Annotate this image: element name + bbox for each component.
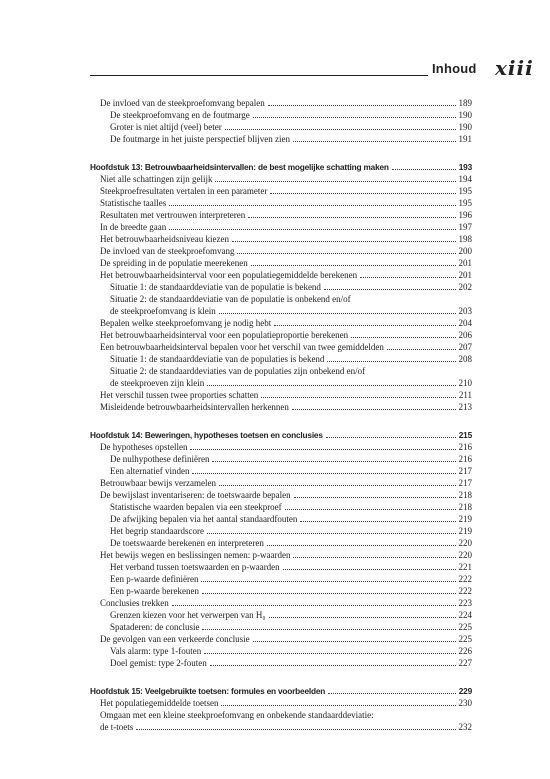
toc-entry-title: Omgaan met een kleine steekproefomvang en onbekende standaarddeviatie: [100, 710, 374, 720]
toc-entry-title: Hoofdstuk 15: Veelgebruikte toetsen: formules en voorbeelden [90, 686, 326, 696]
toc-page-number: 222 [458, 574, 472, 584]
dot-leader [274, 325, 455, 326]
toc-entry-title: In de breedte gaan [100, 222, 167, 232]
toc-section-entry[interactable] [90, 197, 472, 209]
toc-entry-title: Statistische waarden bepalen via een steekproef [110, 502, 282, 512]
dot-leader [248, 217, 455, 218]
toc-subsection-entry[interactable] [90, 353, 472, 365]
toc-page-number: 220 [458, 550, 472, 560]
toc-subsection-entry[interactable] [90, 513, 472, 525]
toc-section-entry[interactable] [90, 709, 472, 721]
toc-page-number: 194 [458, 174, 472, 184]
toc-section-entry[interactable] [90, 477, 472, 489]
toc-entry-title: Situatie 1: de standaarddeviatie van de populaties is bekend [110, 354, 325, 364]
toc-entry-title: Groter is niet altijd (veel) beter [110, 122, 222, 132]
toc-page-number: 191 [458, 134, 472, 144]
toc-subsection-continuation[interactable] [90, 377, 472, 389]
toc-page-number: 227 [458, 658, 472, 668]
toc-section-entry[interactable] [90, 329, 472, 341]
toc-page-number: 190 [458, 122, 472, 132]
toc-section-entry[interactable] [90, 341, 472, 353]
dot-leader [232, 241, 456, 242]
toc-chapter-entry[interactable] [90, 685, 472, 697]
toc-section-entry[interactable] [90, 633, 472, 645]
toc-page-number: 201 [458, 270, 472, 280]
dot-leader [269, 617, 456, 618]
dot-leader [169, 229, 455, 230]
toc-subsection-entry[interactable] [90, 133, 472, 145]
toc-entry-title: Vals alarm: type 1-fouten [110, 646, 202, 656]
toc-subsection-entry[interactable] [90, 501, 472, 513]
toc-entry-title: De foutmarge in het juiste perspectief blijven zien [110, 134, 291, 144]
dot-leader [326, 437, 456, 438]
toc-section-entry[interactable] [90, 549, 472, 561]
toc-page-number: 225 [458, 622, 472, 632]
table-of-contents [90, 97, 472, 733]
toc-entry-title: Situatie 2: de standaarddeviaties van de populaties zijn onbekend en/of [110, 366, 366, 376]
dot-leader [293, 557, 455, 558]
dot-leader [225, 129, 456, 130]
dot-leader [292, 409, 456, 410]
toc-entry-title: De invloed van de steekproefomvang bepalen [100, 98, 265, 108]
toc-entry-title: Betrouwbaar bewijs verzamelen [100, 478, 216, 488]
toc-page-number: 204 [458, 318, 472, 328]
toc-entry-title: de steekproefomvang is klein [110, 306, 216, 316]
dot-leader [190, 449, 455, 450]
dot-leader [207, 533, 456, 534]
dot-leader [237, 253, 455, 254]
dot-leader [327, 361, 455, 362]
dot-leader [261, 397, 456, 398]
toc-chapter-entry[interactable] [90, 429, 472, 441]
toc-page-number: 232 [458, 722, 472, 732]
toc-entry-title: Het verband tussen toetswaarden en p-waarden [110, 562, 280, 572]
toc-subsection-entry[interactable] [90, 293, 472, 305]
toc-subsection-continuation[interactable] [90, 305, 472, 317]
toc-section-entry[interactable] [90, 185, 472, 197]
dot-leader [221, 705, 455, 706]
dot-leader [294, 497, 456, 498]
toc-chapter-entry[interactable] [90, 161, 472, 173]
toc-subsection-entry[interactable] [90, 609, 472, 621]
dot-leader [268, 105, 456, 106]
toc-page-number: 220 [458, 538, 472, 548]
toc-entry-title: Hoofdstuk 14: Beweringen, hypotheses toetsen en conclusies [90, 430, 323, 440]
toc-page-number: 218 [458, 490, 472, 500]
toc-page-number: 206 [458, 330, 472, 340]
toc-page-number: 219 [458, 526, 472, 536]
toc-section-entry[interactable] [90, 97, 472, 109]
toc-section-entry[interactable] [90, 209, 472, 221]
toc-section-entry[interactable] [90, 269, 472, 281]
toc-subsection-entry[interactable] [90, 657, 472, 669]
toc-page-number: 189 [458, 98, 472, 108]
toc-page-number: 202 [458, 282, 472, 292]
toc-page-number: 196 [458, 210, 472, 220]
toc-entry-title: De toetswaarde berekenen en interpreteren [110, 538, 264, 548]
toc-page-number: 195 [458, 198, 472, 208]
toc-entry-title: de steekproeven zijn klein [110, 378, 205, 388]
dot-leader [215, 181, 455, 182]
section-gap [90, 145, 472, 161]
dot-leader [285, 509, 456, 510]
toc-entry-title: Situatie 1: de standaarddeviatie van de populatie is bekend [110, 282, 321, 292]
toc-page-number: 208 [458, 354, 472, 364]
toc-section-entry[interactable] [90, 245, 472, 257]
toc-entry-title: De nulhypothese definiëren [110, 454, 210, 464]
toc-page-number: 216 [458, 442, 472, 452]
toc-entry-title: De afwijking bepalen via het aantal standaardfouten [110, 514, 298, 524]
toc-entry-title: Niet alle schattingen zijn gelijk [100, 174, 213, 184]
toc-page-number: 210 [458, 378, 472, 388]
toc-section-entry[interactable] [90, 173, 472, 185]
toc-page-number: 198 [458, 234, 472, 244]
dot-leader [192, 473, 455, 474]
toc-subsection-entry[interactable] [90, 109, 472, 121]
dot-leader [251, 265, 456, 266]
dot-leader [324, 289, 456, 290]
dot-leader [202, 593, 456, 594]
toc-subsection-entry[interactable] [90, 281, 472, 293]
dot-leader [201, 581, 455, 582]
page-number: xiii [495, 56, 534, 80]
section-gap [90, 669, 472, 685]
toc-entry-title: De gevolgen van een verkeerde conclusie [100, 634, 250, 644]
toc-entry-title: Het populatiegemiddelde toetsen [100, 698, 219, 708]
toc-page-number: 221 [458, 562, 472, 572]
dot-leader [172, 605, 456, 606]
toc-section-entry[interactable] [90, 233, 472, 245]
toc-entry-title: Een betrouwbaarheidsinterval bepalen voor het verschil van twee gemiddelden [100, 342, 384, 352]
toc-subsection-entry[interactable] [90, 453, 472, 465]
toc-page-number: 200 [458, 246, 472, 256]
toc-section-entry[interactable] [90, 441, 472, 453]
toc-entry-title: Doel gemist: type 2-fouten [110, 658, 207, 668]
dot-leader [136, 729, 455, 730]
toc-entry-title: Een alternatief vinden [110, 466, 190, 476]
dot-leader [283, 569, 456, 570]
toc-section-entry[interactable] [90, 697, 472, 709]
toc-entry-title: Conclusies trekken [100, 598, 169, 608]
toc-entry-title: Spataderen: de conclusie [110, 622, 200, 632]
toc-subsection-entry[interactable] [90, 645, 472, 657]
dot-leader [293, 141, 455, 142]
dot-leader [202, 629, 455, 630]
toc-entry-title: Een p-waarde berekenen [110, 586, 199, 596]
toc-entry-title: Situatie 2: de standaarddeviatie van de populatie is onbekend en/of [110, 294, 351, 304]
toc-section-entry[interactable] [90, 401, 472, 413]
toc-entry-title: Het betrouwbaarheidsinterval voor een populatieproportie berekenen [100, 330, 349, 340]
dot-leader [267, 545, 456, 546]
toc-section-entry[interactable] [90, 317, 472, 329]
toc-entry-title: Statistische taalles [100, 198, 167, 208]
toc-entry-title: De invloed van de steekproefomvang [100, 246, 235, 256]
toc-entry-title: Het betrouwbaarheidsinterval voor een populatiegemiddelde berekenen [100, 270, 358, 280]
running-header-title: Inhoud [432, 61, 477, 76]
toc-subsection-entry[interactable] [90, 561, 472, 573]
toc-entry-title: Het begrip standaardscore [110, 526, 204, 536]
toc-page-number: 229 [458, 686, 472, 696]
toc-page-number: 207 [458, 342, 472, 352]
dot-leader [360, 277, 455, 278]
toc-subsection-entry[interactable] [90, 525, 472, 537]
toc-entry-title: Hoofdstuk 13: Betrouwbaarheidsintervallen: de best mogelijke schatting maken [90, 162, 389, 172]
toc-page-number: 195 [458, 186, 472, 196]
toc-entry-title: Een p-waarde definiëren [110, 574, 199, 584]
dot-leader [219, 485, 456, 486]
dot-leader [300, 521, 455, 522]
toc-page-number: 226 [458, 646, 472, 656]
dot-leader [212, 461, 455, 462]
dot-leader [387, 349, 456, 350]
dot-leader [219, 313, 456, 314]
dot-leader [210, 665, 456, 666]
toc-page-number: 201 [458, 258, 472, 268]
toc-page-number: 217 [458, 466, 472, 476]
dot-leader [253, 641, 456, 642]
toc-page-number: 219 [458, 514, 472, 524]
dot-leader [270, 193, 455, 194]
toc-page-number: 225 [458, 634, 472, 644]
toc-subsection-entry[interactable] [90, 585, 472, 597]
toc-page-number: 203 [458, 306, 472, 316]
toc-page-number: 224 [458, 610, 472, 620]
section-gap [90, 413, 472, 429]
toc-section-continuation[interactable] [90, 721, 472, 733]
dot-leader [351, 337, 455, 338]
dot-leader [328, 693, 456, 694]
toc-section-entry[interactable] [90, 597, 472, 609]
toc-entry-title: Misleidende betrouwbaarheidsintervallen herkennen [100, 402, 289, 412]
dot-leader [253, 117, 456, 118]
toc-page-number: 190 [458, 110, 472, 120]
dot-leader [169, 205, 455, 206]
toc-section-entry[interactable] [90, 257, 472, 269]
toc-entry-title: De steekproefomvang en de foutmarge [110, 110, 250, 120]
toc-subsection-entry[interactable] [90, 465, 472, 477]
toc-page-number: 211 [458, 390, 472, 400]
toc-entry-title: Bepalen welke steekproefomvang je nodig hebt [100, 318, 272, 328]
toc-page-number: 215 [458, 430, 472, 440]
header-rule [90, 75, 428, 76]
toc-subsection-entry[interactable] [90, 621, 472, 633]
toc-entry-title: Grenzen kiezen voor het verwerpen van H₀ [110, 610, 266, 620]
toc-page-number: 217 [458, 478, 472, 488]
toc-entry-title: De spreiding in de populatie meerekenen [100, 258, 248, 268]
toc-page-number: 197 [458, 222, 472, 232]
toc-page-number: 218 [458, 502, 472, 512]
toc-subsection-entry[interactable] [90, 573, 472, 585]
toc-entry-title: Resultaten met vertrouwen interpreteren [100, 210, 246, 220]
toc-entry-title: De hypotheses opstellen [100, 442, 188, 452]
toc-section-entry[interactable] [90, 221, 472, 233]
toc-entry-title: Het betrouwbaarheidsniveau kiezen [100, 234, 229, 244]
toc-page-number: 222 [458, 586, 472, 596]
toc-page-number: 193 [458, 162, 472, 172]
toc-subsection-entry[interactable] [90, 365, 472, 377]
toc-page-number: 223 [458, 598, 472, 608]
toc-entry-title: Steekproefresultaten vertalen in een parameter [100, 186, 268, 196]
dot-leader [207, 385, 455, 386]
toc-entry-title: Het bewijs wegen en beslissingen nemen: p-waarden [100, 550, 291, 560]
toc-entry-title: Het verschil tussen twee proporties schatten [100, 390, 259, 400]
toc-subsection-entry[interactable] [90, 121, 472, 133]
toc-page-number: 230 [458, 698, 472, 708]
toc-page-number: 216 [458, 454, 472, 464]
toc-section-entry[interactable] [90, 489, 472, 501]
toc-entry-title: De bewijslast inventariseren: de toetswaarde bepalen [100, 490, 291, 500]
toc-subsection-entry[interactable] [90, 537, 472, 549]
toc-entry-title: de t-toets [100, 722, 134, 732]
toc-section-entry[interactable] [90, 389, 472, 401]
dot-leader [392, 169, 456, 170]
toc-page-number: 213 [458, 402, 472, 412]
dot-leader [204, 653, 455, 654]
